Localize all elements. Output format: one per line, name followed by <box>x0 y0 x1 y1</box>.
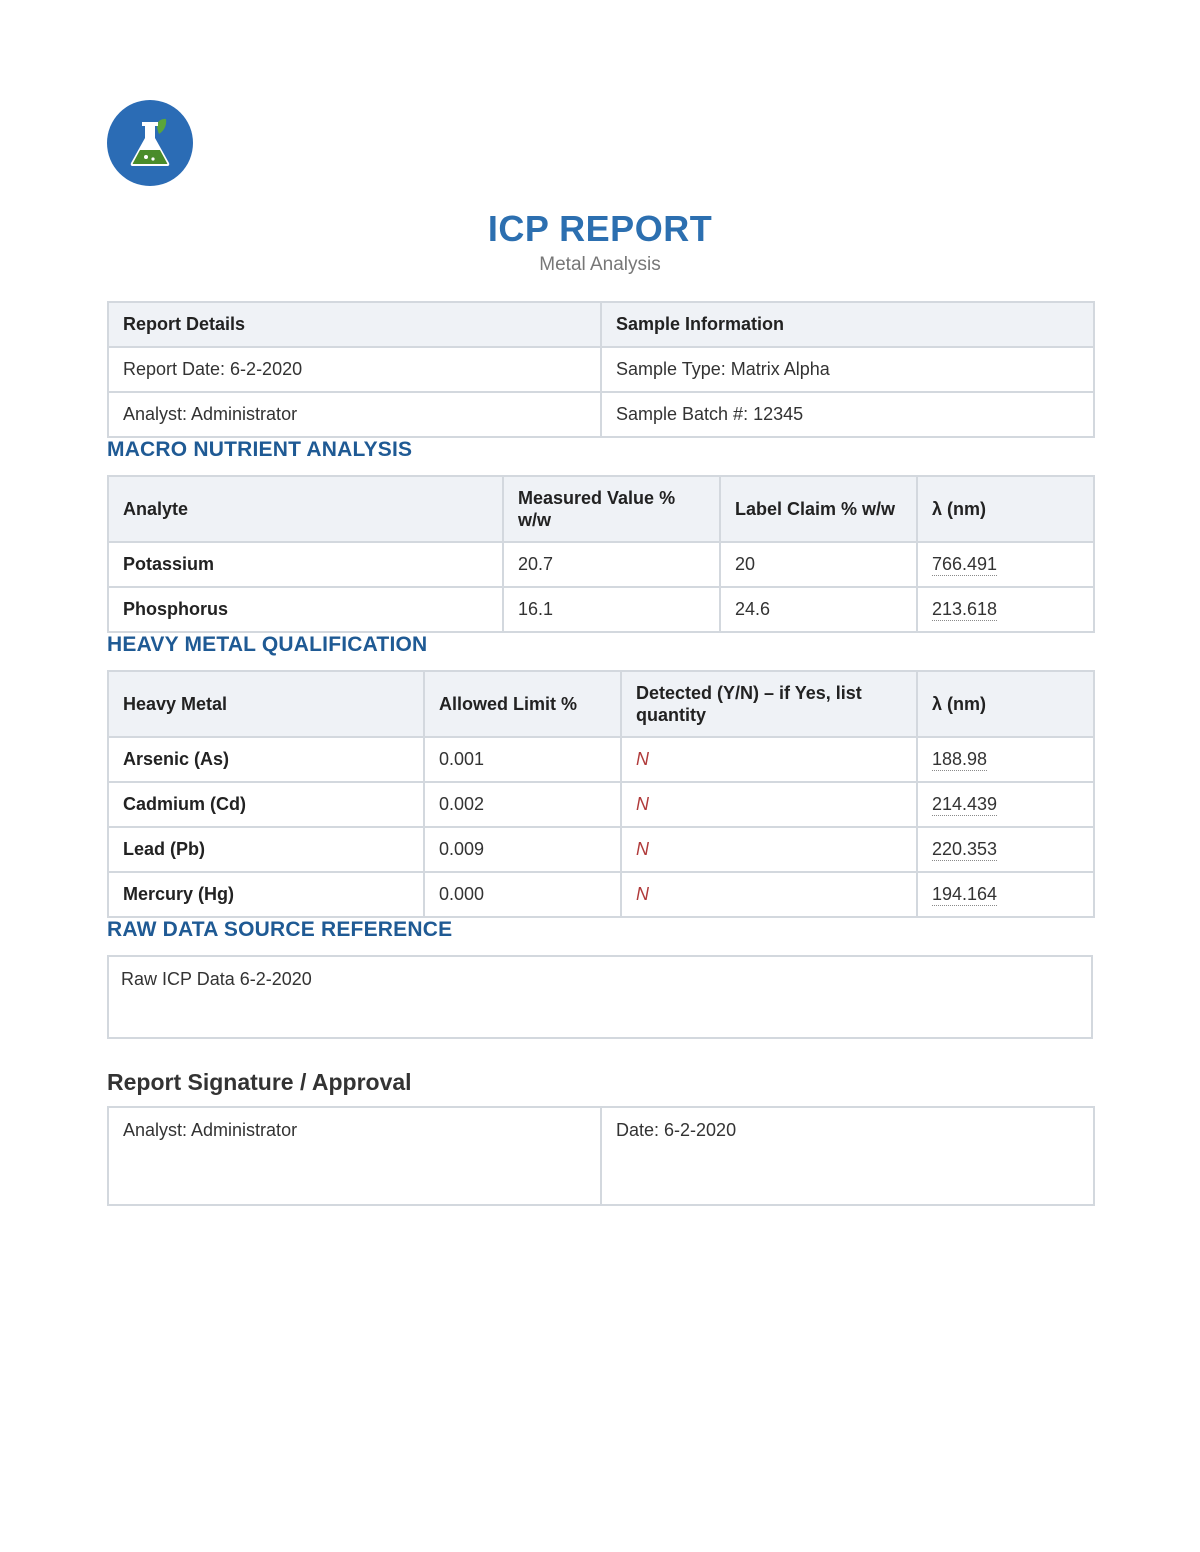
allowed-limit: 0.000 <box>424 872 621 917</box>
table-row <box>108 587 1094 632</box>
wavelength-link[interactable]: 188.98 <box>932 749 988 769</box>
macro-nutrient-table <box>107 475 1095 633</box>
detected-value: N <box>621 737 917 782</box>
metal-name: Lead (Pb) <box>108 827 424 872</box>
raw-data-box <box>107 955 1093 1039</box>
column-header: Heavy Metal <box>108 671 424 737</box>
label-claim: 24.6 <box>720 587 917 632</box>
wavelength-link[interactable]: 766.491 <box>932 554 998 574</box>
report-page <box>107 100 1093 1206</box>
allowed-limit: 0.009 <box>424 827 621 872</box>
signature-analyst: Analyst: Administrator <box>108 1107 601 1205</box>
analyst: Analyst: Administrator <box>108 392 601 437</box>
detected-value: N <box>621 827 917 872</box>
wavelength-cell <box>917 827 1094 872</box>
table-row <box>108 782 1094 827</box>
signature-heading: Report Signature / Approval <box>107 1069 412 1095</box>
signature-table <box>107 1106 1095 1206</box>
table-row <box>108 827 1094 872</box>
report-subtitle: Metal Analysis <box>539 254 661 275</box>
detected-value: N <box>621 872 917 917</box>
sample-batch: Sample Batch #: 12345 <box>601 392 1094 437</box>
sample-type: Sample Type: Matrix Alpha <box>601 347 1094 392</box>
table-row <box>108 542 1094 587</box>
report-details-header: Report Details <box>108 302 601 347</box>
flask-icon <box>107 100 193 186</box>
measured-value: 20.7 <box>503 542 720 587</box>
wavelength-link[interactable]: 220.353 <box>932 839 998 859</box>
report-details-table <box>107 301 1095 438</box>
heavy-metal-table <box>107 670 1095 918</box>
wavelength-cell <box>917 587 1094 632</box>
allowed-limit: 0.001 <box>424 737 621 782</box>
macro-nutrient-heading: MACRO NUTRIENT ANALYSIS <box>107 438 413 461</box>
detected-value: N <box>621 782 917 827</box>
heavy-metal-heading: HEAVY METAL QUALIFICATION <box>107 633 428 656</box>
sample-information-header: Sample Information <box>601 302 1094 347</box>
allowed-limit: 0.002 <box>424 782 621 827</box>
column-header: Analyte <box>108 476 503 542</box>
table-row <box>108 872 1094 917</box>
wavelength-cell <box>917 737 1094 782</box>
column-header: Label Claim % w/w <box>720 476 917 542</box>
column-header: Detected (Y/N) – if Yes, list quantity <box>621 671 917 737</box>
column-header: Allowed Limit % <box>424 671 621 737</box>
wavelength-link[interactable]: 214.439 <box>932 794 998 814</box>
label-claim: 20 <box>720 542 917 587</box>
metal-name: Arsenic (As) <box>108 737 424 782</box>
table-row <box>108 737 1094 782</box>
wavelength-cell <box>917 542 1094 587</box>
metal-name: Mercury (Hg) <box>108 872 424 917</box>
column-header: Measured Value % w/w <box>503 476 720 542</box>
report-date: Report Date: 6-2-2020 <box>108 347 601 392</box>
column-header: λ (nm) <box>917 476 1094 542</box>
report-title: ICP REPORT <box>487 208 713 249</box>
wavelength-cell <box>917 872 1094 917</box>
wavelength-cell <box>917 782 1094 827</box>
measured-value: 16.1 <box>503 587 720 632</box>
analyte-name: Phosphorus <box>108 587 503 632</box>
signature-date: Date: 6-2-2020 <box>601 1107 1094 1205</box>
raw-data-text: Raw ICP Data 6-2-2020 <box>121 969 312 989</box>
metal-name: Cadmium (Cd) <box>108 782 424 827</box>
raw-data-heading: RAW DATA SOURCE REFERENCE <box>107 918 453 941</box>
column-header: λ (nm) <box>917 671 1094 737</box>
wavelength-link[interactable]: 194.164 <box>932 884 998 904</box>
wavelength-link[interactable]: 213.618 <box>932 599 998 619</box>
analyte-name: Potassium <box>108 542 503 587</box>
